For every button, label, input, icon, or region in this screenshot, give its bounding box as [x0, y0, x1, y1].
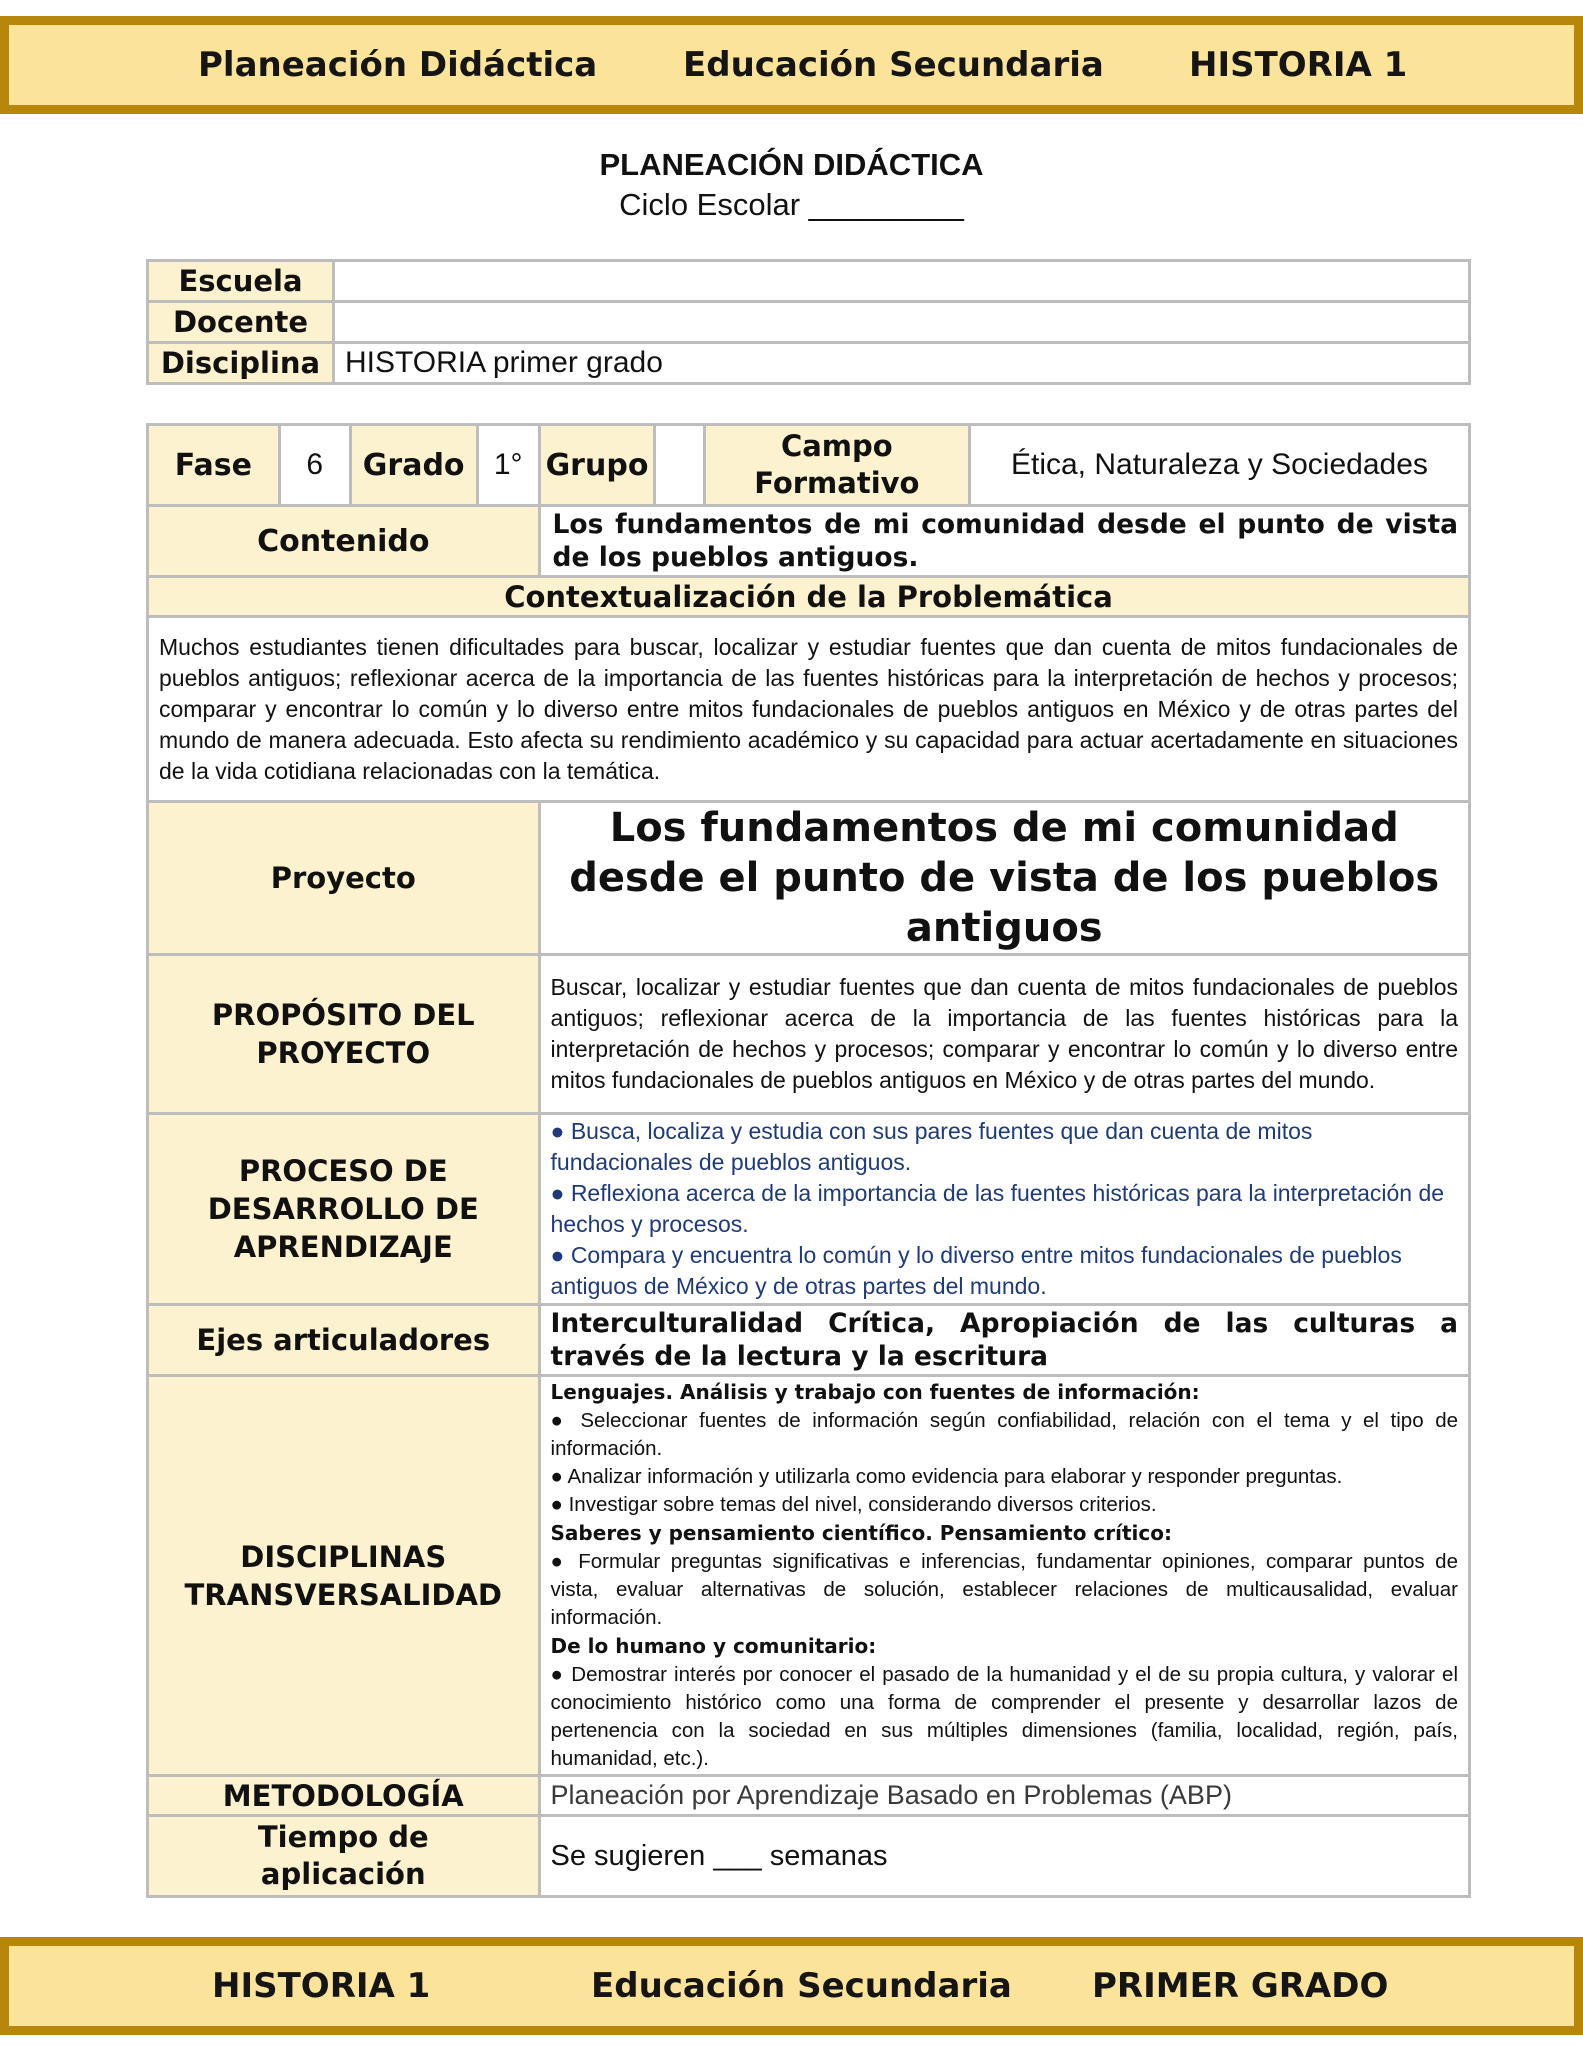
- school-info-table: [146, 259, 1471, 385]
- tiempo-label-line-2: aplicación: [260, 1857, 426, 1891]
- tiempo-label: [149, 1817, 538, 1895]
- proceso-item[interactable]: ● Compara y encuentra lo común y lo diverso entre mitos fundacionales de pueblos antiguos de México y de otras partes del mundo.: [550, 1242, 1402, 1299]
- campo-formativo-value[interactable]: Ética, Naturaleza y Sociedades: [971, 426, 1468, 504]
- contexto-header-row: [149, 578, 1468, 615]
- disciplina-label: Disciplina: [149, 344, 332, 382]
- campo-label-line-1: Campo: [780, 429, 893, 463]
- ejes-label: Ejes articuladores: [149, 1306, 538, 1374]
- top-header-banner: [0, 16, 1583, 114]
- disciplinas-label-line-1: DISCIPLINAS: [240, 1539, 447, 1574]
- header-left-text: Planeación Didáctica: [198, 45, 598, 85]
- fase-value[interactable]: 6: [281, 426, 349, 504]
- footer-center-text: Educación Secundaria: [591, 1966, 1012, 2006]
- proposito-label: [149, 956, 538, 1112]
- lenguajes-item[interactable]: ● Seleccionar fuentes de información según confiabilidad, relación con el tema y el tipo de información.: [550, 1409, 1458, 1460]
- contenido-row: [149, 507, 1468, 575]
- grupo-label: Grupo: [541, 426, 654, 504]
- grupo-value[interactable]: [656, 426, 702, 504]
- proyecto-label: Proyecto: [149, 803, 538, 953]
- metodologia-label: METODOLOGÍA: [149, 1777, 538, 1814]
- campo-formativo-label: [706, 426, 968, 504]
- header-right-text: HISTORIA 1: [1189, 45, 1408, 85]
- proceso-row: [149, 1115, 1468, 1303]
- proceso-item[interactable]: ● Busca, localiza y estudia con sus pares fuentes que dan cuenta de mitos fundacionales de pueblos antiguos.: [550, 1118, 1313, 1175]
- disciplinas-label: [149, 1377, 538, 1774]
- footer-left-text: HISTORIA 1: [212, 1966, 431, 2006]
- contenido-label: Contenido: [149, 507, 538, 575]
- disciplinas-content: [541, 1377, 1468, 1774]
- school-cycle: Ciclo Escolar _________: [619, 187, 964, 222]
- contexto-row: [149, 618, 1468, 800]
- lenguajes-item[interactable]: ● Analizar información y utilizarla como evidencia para elaborar y responder preguntas.: [550, 1465, 1343, 1488]
- header-center-text: Educación Secundaria: [683, 45, 1104, 85]
- document-title: PLANEACIÓN DIDÁCTICA: [599, 147, 984, 182]
- docente-label: Docente: [149, 303, 332, 341]
- humano-title: De lo humano y comunitario:: [550, 1634, 877, 1658]
- proposito-label-line-2: PROYECTO: [256, 1036, 431, 1070]
- contexto-label: Contextualización de la Problemática: [149, 578, 1468, 615]
- escuela-label: Escuela: [149, 262, 332, 300]
- ejes-value[interactable]: Interculturalidad Crítica, Apropiación de las culturas a través de la lectura y la escritura: [541, 1306, 1468, 1374]
- lenguajes-item[interactable]: ● Investigar sobre temas del nivel, considerando diversos criterios.: [550, 1493, 1157, 1516]
- proposito-value[interactable]: Buscar, localizar y estudiar fuentes que dan cuenta de mitos fundacionales de pueblos antiguos; reflexionar acerca de la importancia de las fuentes históricas para la interpretación de hechos y procesos; comparar y encontrar lo común y lo diverso entre mitos fundacionales de pueblos antiguos en México y de otras partes del mundo.: [541, 956, 1468, 1112]
- proceso-label: [149, 1115, 538, 1303]
- plan-table: [146, 423, 1471, 1898]
- escuela-field[interactable]: [335, 262, 1468, 300]
- info-row: [149, 426, 1468, 504]
- contexto-text[interactable]: Muchos estudiantes tienen dificultades para buscar, localizar y estudiar fuentes que dan cuenta de mitos fundacionales de pueblos antiguos; reflexionar acerca de la importancia de las fuentes históricas para la interpretación de hechos y procesos; comparar y encontrar lo común y lo diverso entre mitos fundacionales de pueblos antiguos en México y de otras partes del mundo de manera adecuada. Esto afecta su rendimiento académico y su capacidad para actuar acertadamente en situaciones de la vida cotidiana relacionadas con la temática.: [149, 618, 1468, 800]
- humano-item[interactable]: ● Demostrar interés por conocer el pasado de la humanidad y el de su propia cultura, y valorar el conocimiento histórico como una forma de comprender el presente y desarrollar lazos de pertenencia con la sociedad en sus múltiples dimensiones (familia, localidad, región, país, humanidad, etc.).: [550, 1663, 1458, 1770]
- fase-label: Fase: [149, 426, 278, 504]
- disciplinas-row: [149, 1377, 1468, 1774]
- tiempo-label-line-1: Tiempo de: [257, 1820, 429, 1854]
- ejes-row: [149, 1306, 1468, 1374]
- campo-label-line-2: Formativo: [754, 466, 920, 500]
- proyecto-value[interactable]: Los fundamentos de mi comunidad desde el punto de vista de los pueblos antiguos: [541, 803, 1468, 953]
- disciplinas-label-line-2: TRANSVERSALIDAD: [184, 1577, 503, 1612]
- grado-label: Grado: [352, 426, 476, 504]
- grado-value[interactable]: 1°: [479, 426, 538, 504]
- contenido-value[interactable]: Los fundamentos de mi comunidad desde el punto de vista de los pueblos antiguos.: [541, 507, 1468, 575]
- bottom-footer-banner: [0, 1937, 1583, 2035]
- tiempo-value[interactable]: Se sugieren ___ semanas: [541, 1817, 1468, 1895]
- proceso-label-line-3: APRENDIZAJE: [233, 1230, 453, 1264]
- disciplina-row: [149, 344, 1468, 382]
- metodologia-row: [149, 1777, 1468, 1814]
- proceso-label-line-2: DESARROLLO DE: [207, 1192, 479, 1226]
- docente-row: [149, 303, 1468, 341]
- lenguajes-title: Lenguajes. Análisis y trabajo con fuentes de información:: [550, 1380, 1200, 1404]
- proposito-row: [149, 956, 1468, 1112]
- metodologia-value[interactable]: Planeación por Aprendizaje Basado en Problemas (ABP): [541, 1777, 1468, 1814]
- escuela-row: [149, 262, 1468, 300]
- proceso-list: [541, 1115, 1468, 1303]
- docente-field[interactable]: [335, 303, 1468, 341]
- saberes-item[interactable]: ● Formular preguntas significativas e inferencias, fundamentar opiniones, comparar puntos de vista, evaluar alternativas de solución, establecer relaciones de multicausalidad, evaluar información.: [550, 1550, 1458, 1629]
- footer-right-text: PRIMER GRADO: [1092, 1966, 1389, 2006]
- saberes-title: Saberes y pensamiento científico. Pensamiento crítico:: [550, 1521, 1173, 1545]
- proceso-label-line-1: PROCESO DE: [238, 1154, 448, 1188]
- proceso-item[interactable]: ● Reflexiona acerca de la importancia de las fuentes históricas para la interpretación de hechos y procesos.: [550, 1180, 1445, 1237]
- tiempo-row: [149, 1817, 1468, 1895]
- disciplina-field[interactable]: HISTORIA primer grado: [335, 344, 1468, 382]
- proyecto-row: [149, 803, 1468, 953]
- proposito-label-line-1: PROPÓSITO DEL: [211, 998, 475, 1032]
